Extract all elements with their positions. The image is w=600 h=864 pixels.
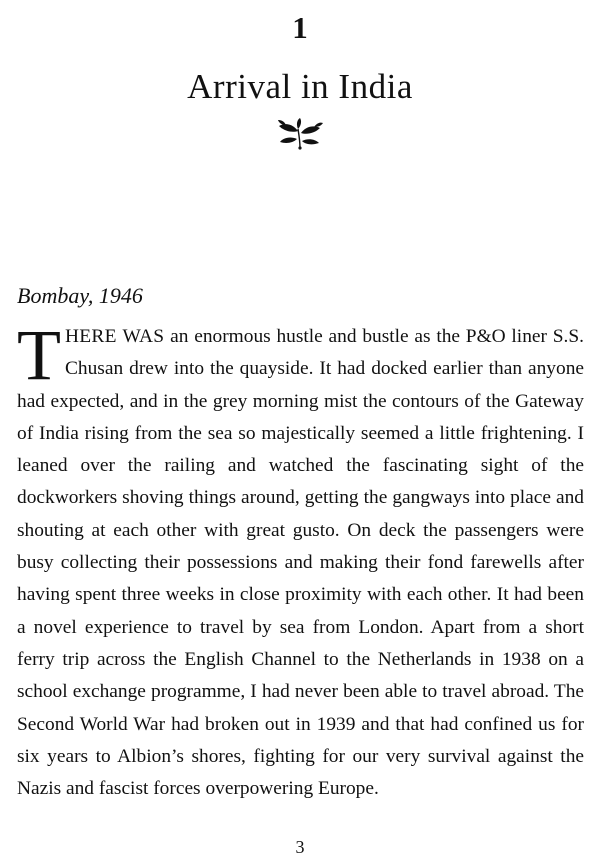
section-dateline: Bombay, 1946 — [17, 283, 143, 308]
page-number: 3 — [295, 837, 305, 857]
lead-in-smallcaps: HERE WAS — [64, 326, 165, 347]
floral-ornament-icon — [274, 117, 326, 151]
chapter-title: Arrival in India — [187, 67, 413, 106]
drop-cap: T — [17, 315, 61, 395]
body-paragraph — [17, 315, 584, 805]
paragraph-text: an enormous hustle and bustle as the P&O liner S.S. Chusan drew into the quayside. It had docked earlier than anyone had expected, and in the grey morning mist the contours of the Gateway of India rising from the sea so majestically seemed a little frightening. I leaned over the railing and watched the fascinating sight of the dockworkers shoving things around, getting the gangways into place and shouting at each other with great gusto. On deck the passengers were busy collecting their possessions and making their fond farewells after having spent three weeks in close proximity with each other. It had been a novel experience to travel by sea from London. Apart from a short ferry trip across the English Channel to the Netherlands in 1938 on a school exchange programme, I had never been able to travel abroad. The Second World War had broken out in 1939 and that had confined us for six years to Albion’s shores, fighting for our very survival against the Nazis and fascist forces overpowering Europe. — [17, 326, 584, 800]
chapter-number: 1 — [292, 10, 308, 45]
